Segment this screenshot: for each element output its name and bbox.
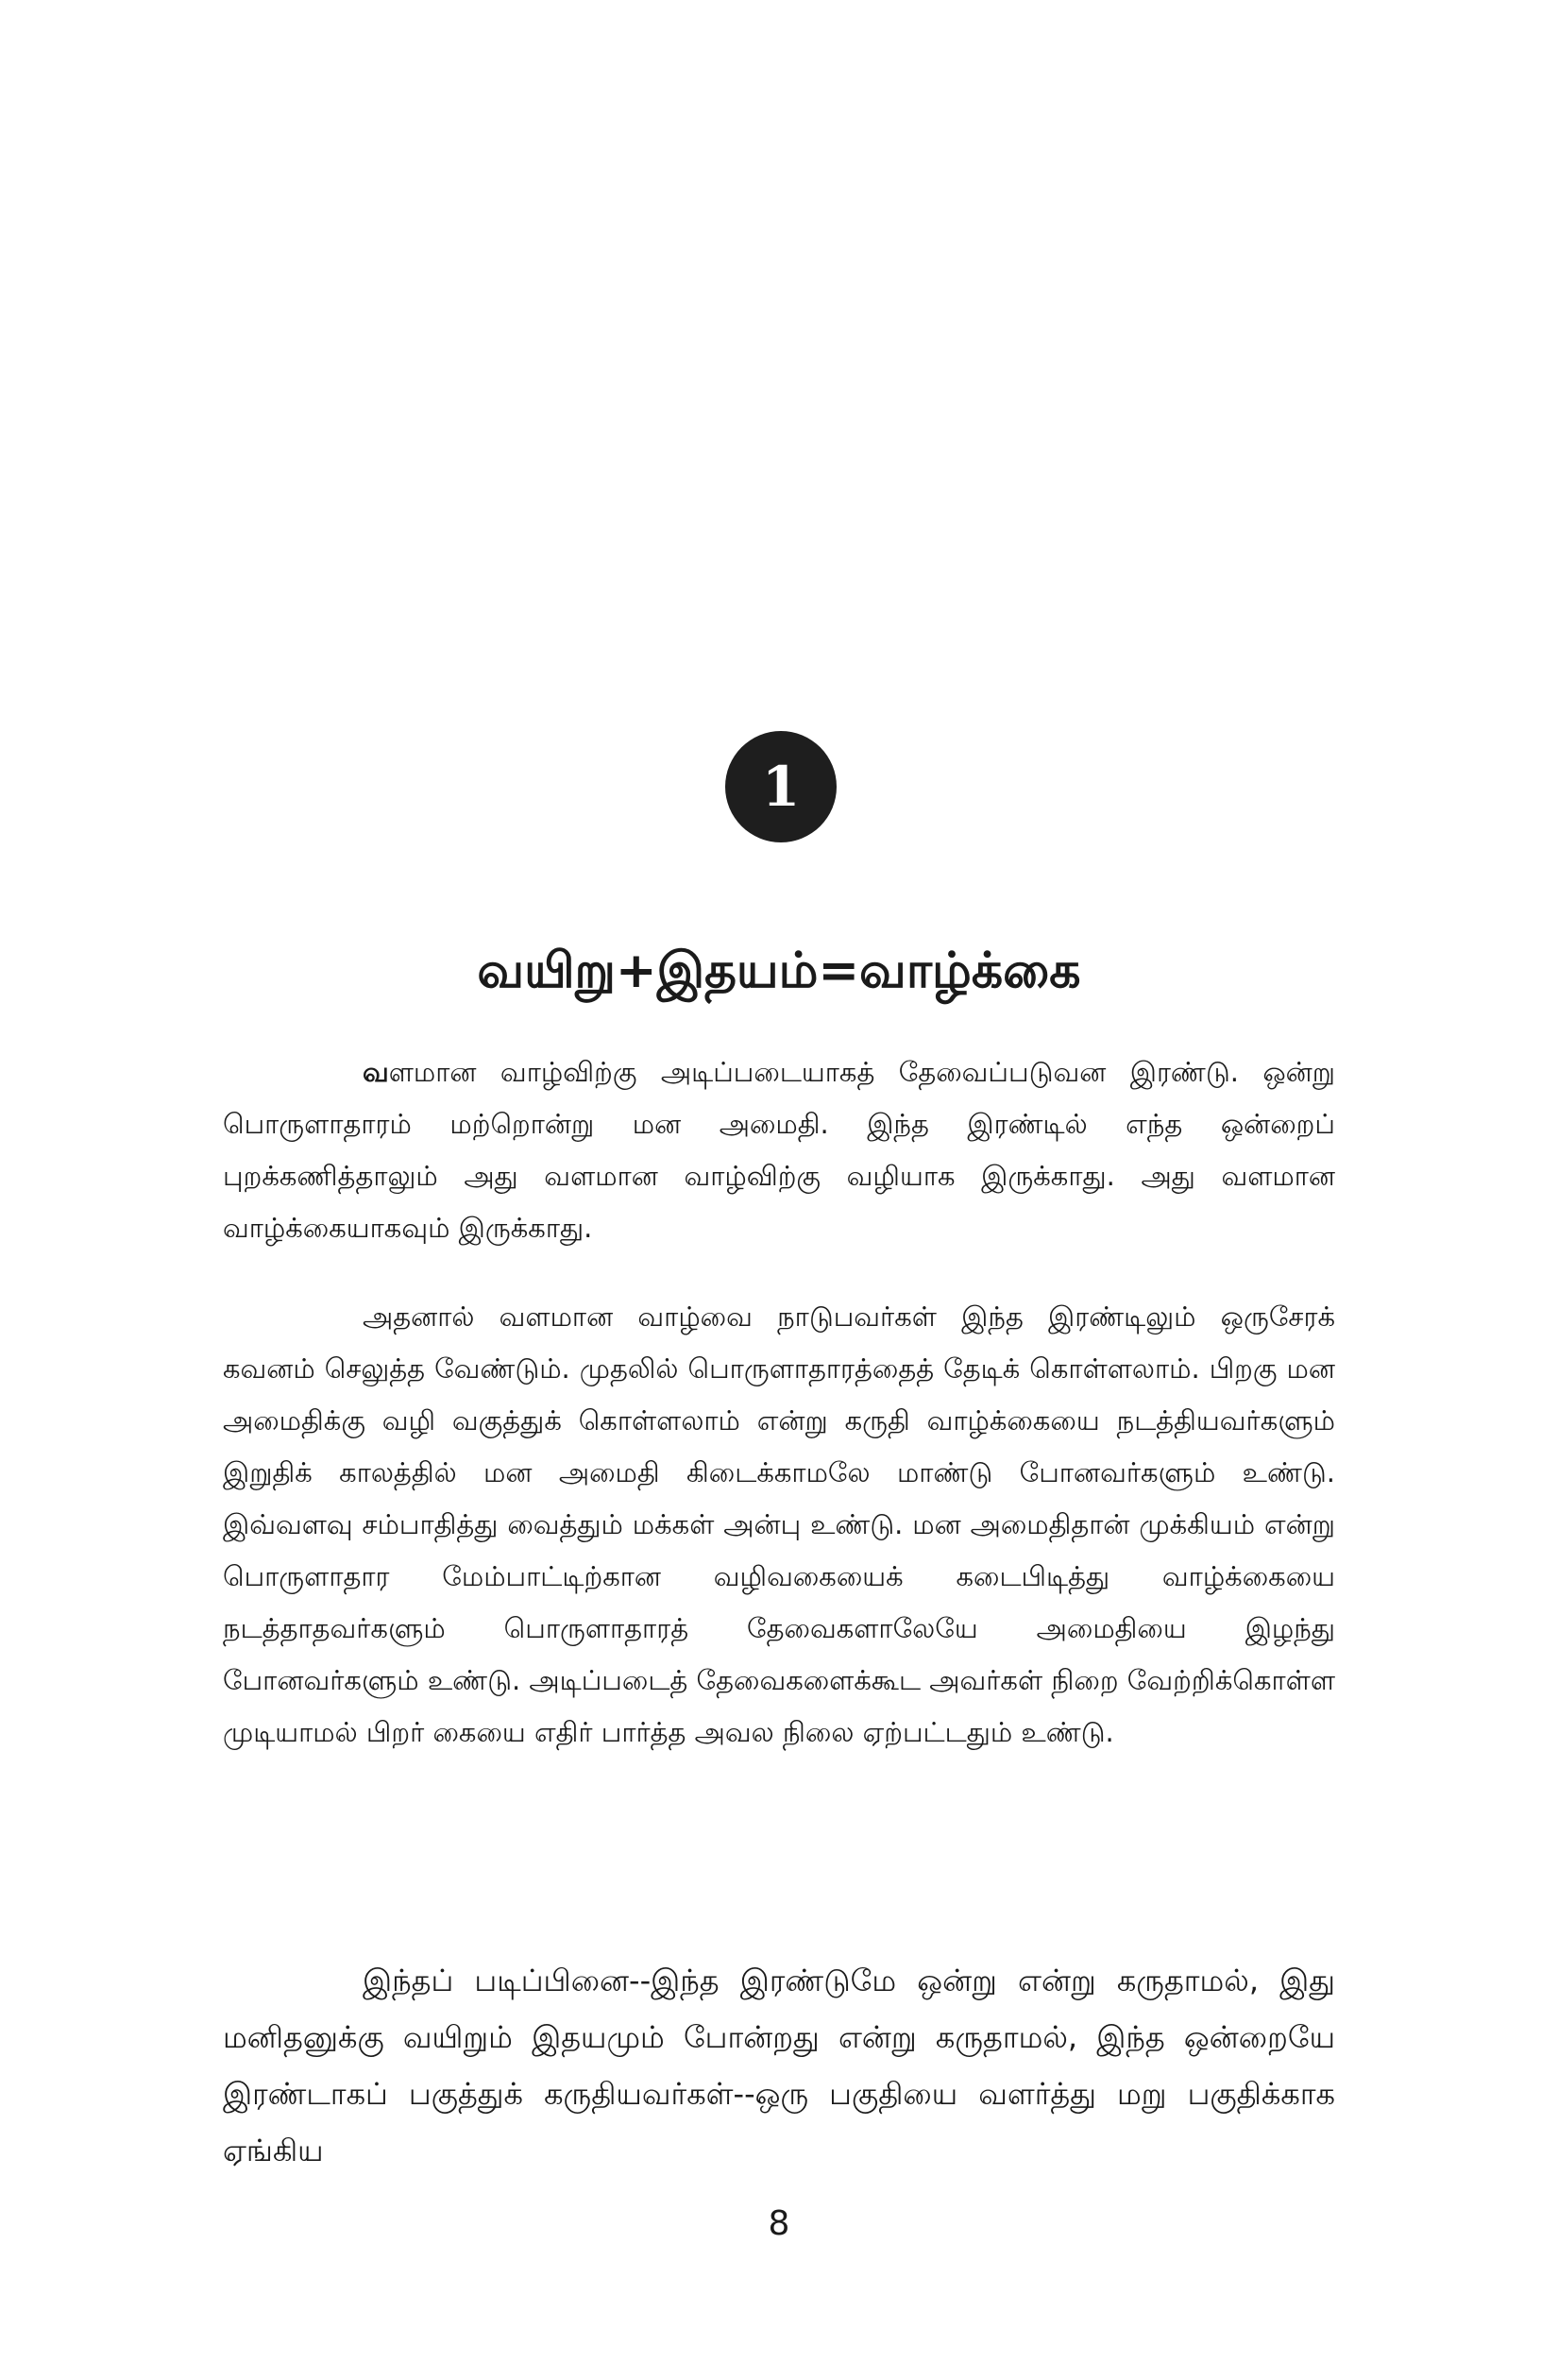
paragraph-1-text: ளமான வாழ்விற்கு அடிப்படையாகத் தேவைப்படுவன இரண்டு. ஒன்று பொருளாதாரம் மற்றொன்று மன அமைதி. இந்த இரண்டில் எந்த ஒன்றைப் புறக்கணித்தாலும் அது வளமான வாழ்விற்கு வழியாக இருக்காது. அது வளமான வாழ்க்கையாகவும் இருக்காது. — [223, 1056, 1335, 1244]
chapter-number: 1 — [761, 755, 801, 819]
paragraph-lead-letter: வ — [363, 1056, 389, 1088]
chapter-number-badge — [725, 731, 837, 842]
paragraph-1 — [223, 1046, 1335, 1254]
paragraph-2 — [223, 1291, 1335, 1759]
page-number: 8 — [768, 2204, 790, 2243]
paragraph-3-text: இந்தப் படிப்பினை--இந்த இரண்டுமே ஒன்று என்று கருதாமல், இது மனிதனுக்கு வயிறும் இதயமும் போன்றது என்று கருதாமல், இந்த ஒன்றையே இரண்டாகப் பகுத்துக் கருதியவர்கள்--ஒரு பகுதியை வளர்த்து மறு பகுதிக்காக ஏங்கிய — [223, 1963, 1335, 2168]
paragraph-2-text: அதனால் வளமான வாழ்வை நாடுபவர்கள் இந்த இரண்டிலும் ஒருசேரக் கவனம் செலுத்த வேண்டும். முதலில் பொருளாதாரத்தைத் தேடிக் கொள்ளலாம். பிறகு மன அமைதிக்கு வழி வகுத்துக் கொள்ளலாம் என்று கருதி வாழ்க்கையை நடத்தியவர்களும் இறுதிக் காலத்தில் மன அமைதி கிடைக்காமலே மாண்டு போனவர்களும் உண்டு. இவ்வளவு சம்பாதித்து வைத்தும் மக்கள் அன்பு உண்டு. மன அமைதிதான் முக்கியம் என்று பொருளாதார மேம்பாட்டிற்கான வழிவகையைக் கடைபிடித்து வாழ்க்கையை நடத்தாதவர்களும் பொருளாதாரத் தேவைகளாலேயே அமைதியை இழந்து போனவர்களும் உண்டு. அடிப்படைத் தேவைகளைக்கூட அவர்கள் நிறை வேற்றிக்கொள்ள முடியாமல் பிறர் கையை எதிர் பார்த்த அவல நிலை ஏற்பட்டதும் உண்டு. — [223, 1300, 1335, 1748]
chapter-title: வயிறு+இதயம்=வாழ்க்கை — [477, 943, 1081, 999]
paragraph-3 — [223, 1952, 1335, 2179]
